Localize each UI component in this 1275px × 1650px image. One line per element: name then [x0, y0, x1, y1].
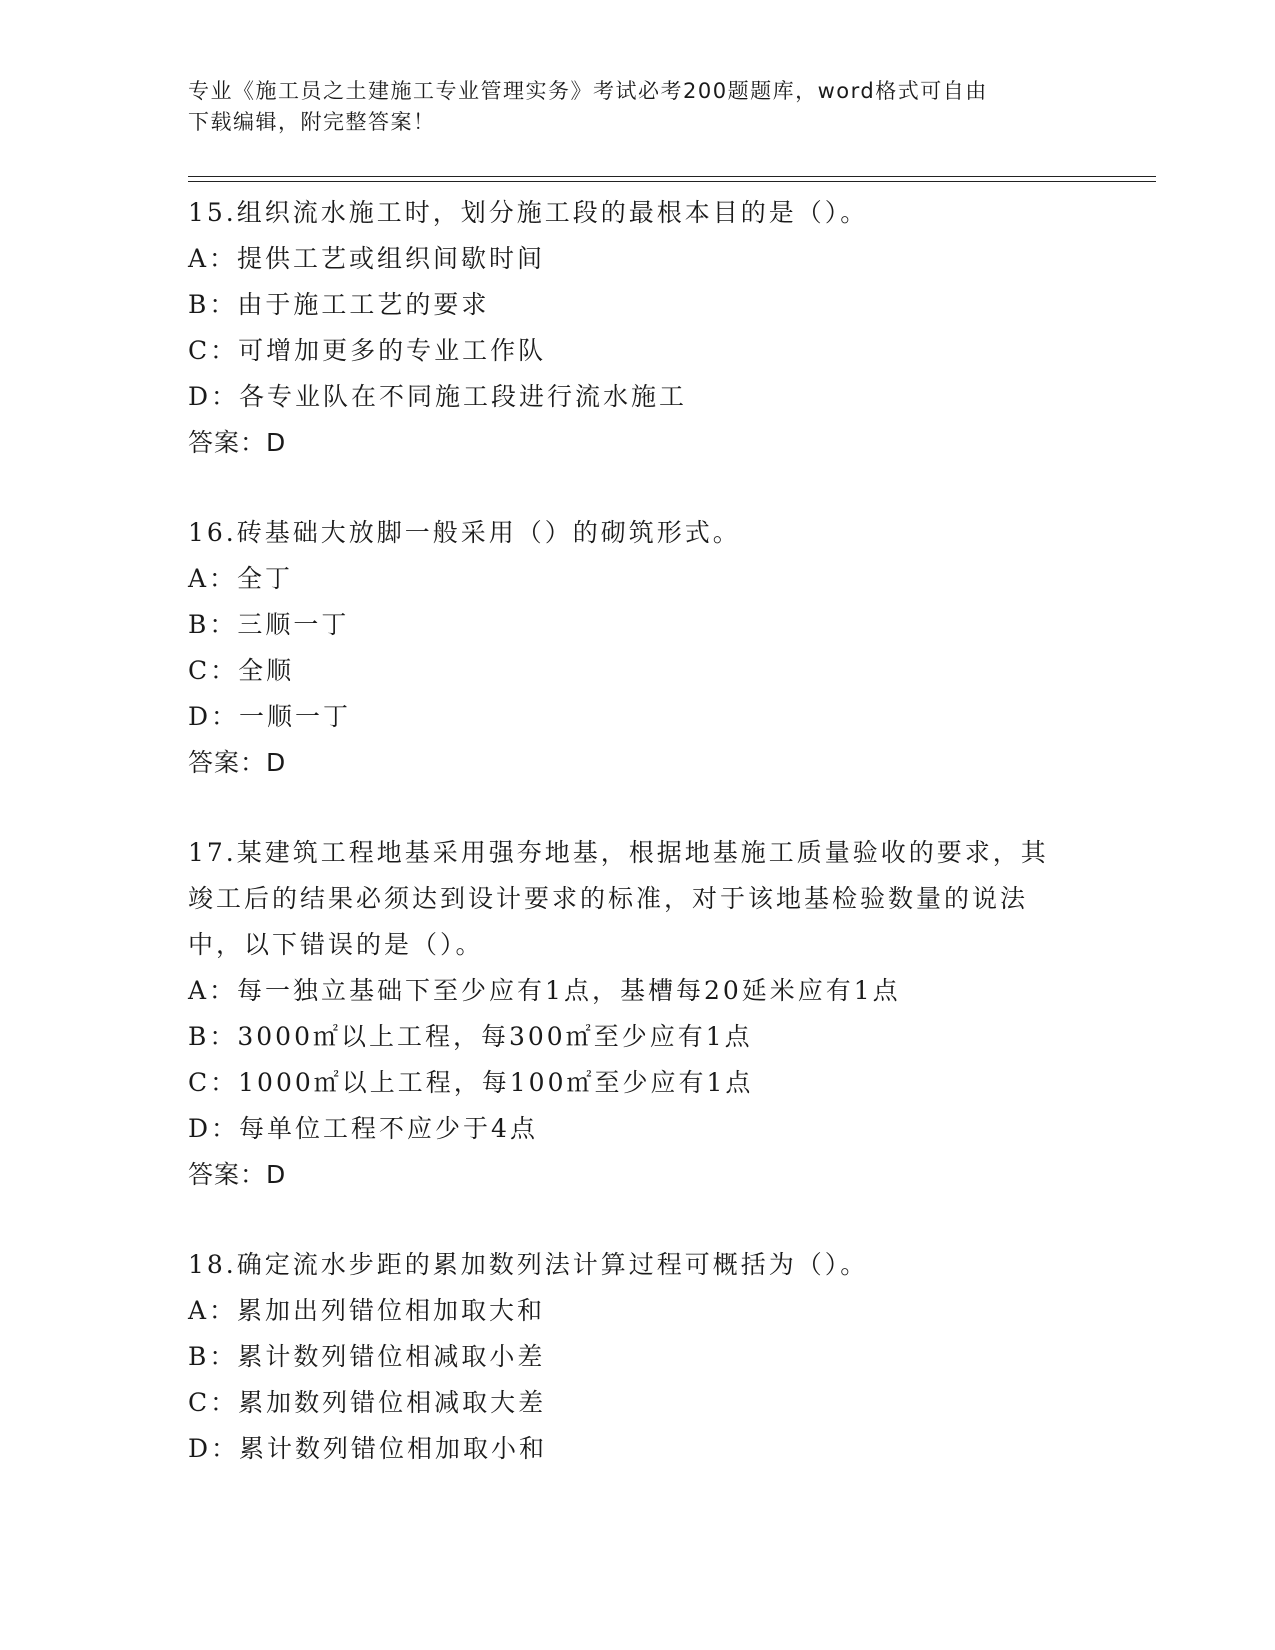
option-b: B：三顺一丁	[188, 610, 350, 639]
option-b: B：3000㎡以上工程，每300㎡至少应有1点	[188, 1022, 753, 1051]
option-c: C：累加数列错位相减取大差	[188, 1388, 547, 1417]
option-a: A：每一独立基础下至少应有1点，基槽每20延米应有1点	[188, 976, 901, 1005]
question-15	[188, 190, 1088, 466]
option-d: D：各专业队在不同施工段进行流水施工	[188, 382, 688, 411]
header-line-2: 下载编辑，附完整答案！	[188, 110, 436, 134]
header-divider-top	[188, 176, 1156, 177]
answer: 答案：D	[188, 1160, 287, 1189]
question-stem	[188, 190, 1088, 236]
option-c: C：全顺	[188, 656, 295, 685]
question-stem	[188, 510, 1088, 556]
stem-line: 17.某建筑工程地基采用强夯地基，根据地基施工质量验收的要求，其	[188, 838, 1049, 867]
stem-line: 18.确定流水步距的累加数列法计算过程可概括为（）。	[188, 1250, 869, 1279]
question-stem	[188, 1242, 1088, 1288]
question-18	[188, 1242, 1088, 1472]
option-c: C：1000㎡以上工程，每100㎡至少应有1点	[188, 1068, 754, 1097]
stem-line: 中，以下错误的是（）。	[188, 930, 484, 959]
option-b: B：由于施工工艺的要求	[188, 290, 490, 319]
question-list	[188, 190, 1088, 1516]
option-a: A：全丁	[188, 564, 294, 593]
answer: 答案：D	[188, 428, 287, 457]
header-divider-bottom	[188, 181, 1156, 182]
header-line-1: 专业《施工员之土建施工专业管理实务》考试必考200题题库，word格式可自由	[188, 79, 988, 103]
option-d: D：累计数列错位相加取小和	[188, 1434, 548, 1463]
stem-line: 15.组织流水施工时，划分施工段的最根本目的是（）。	[188, 198, 869, 227]
option-a: A：累加出列错位相加取大和	[188, 1296, 546, 1325]
document-header	[188, 76, 1088, 138]
question-stem	[188, 830, 1088, 968]
option-a: A：提供工艺或组织间歇时间	[188, 244, 546, 273]
stem-line: 16.砖基础大放脚一般采用（）的砌筑形式。	[188, 518, 741, 547]
stem-line: 竣工后的结果必须达到设计要求的标准，对于该地基检验数量的说法	[188, 884, 1029, 913]
option-d: D：一顺一丁	[188, 702, 352, 731]
answer: 答案：D	[188, 748, 287, 777]
question-16	[188, 510, 1088, 786]
question-17	[188, 830, 1088, 1198]
option-c: C：可增加更多的专业工作队	[188, 336, 547, 365]
option-b: B：累计数列错位相减取小差	[188, 1342, 546, 1371]
option-d: D：每单位工程不应少于4点	[188, 1114, 538, 1143]
